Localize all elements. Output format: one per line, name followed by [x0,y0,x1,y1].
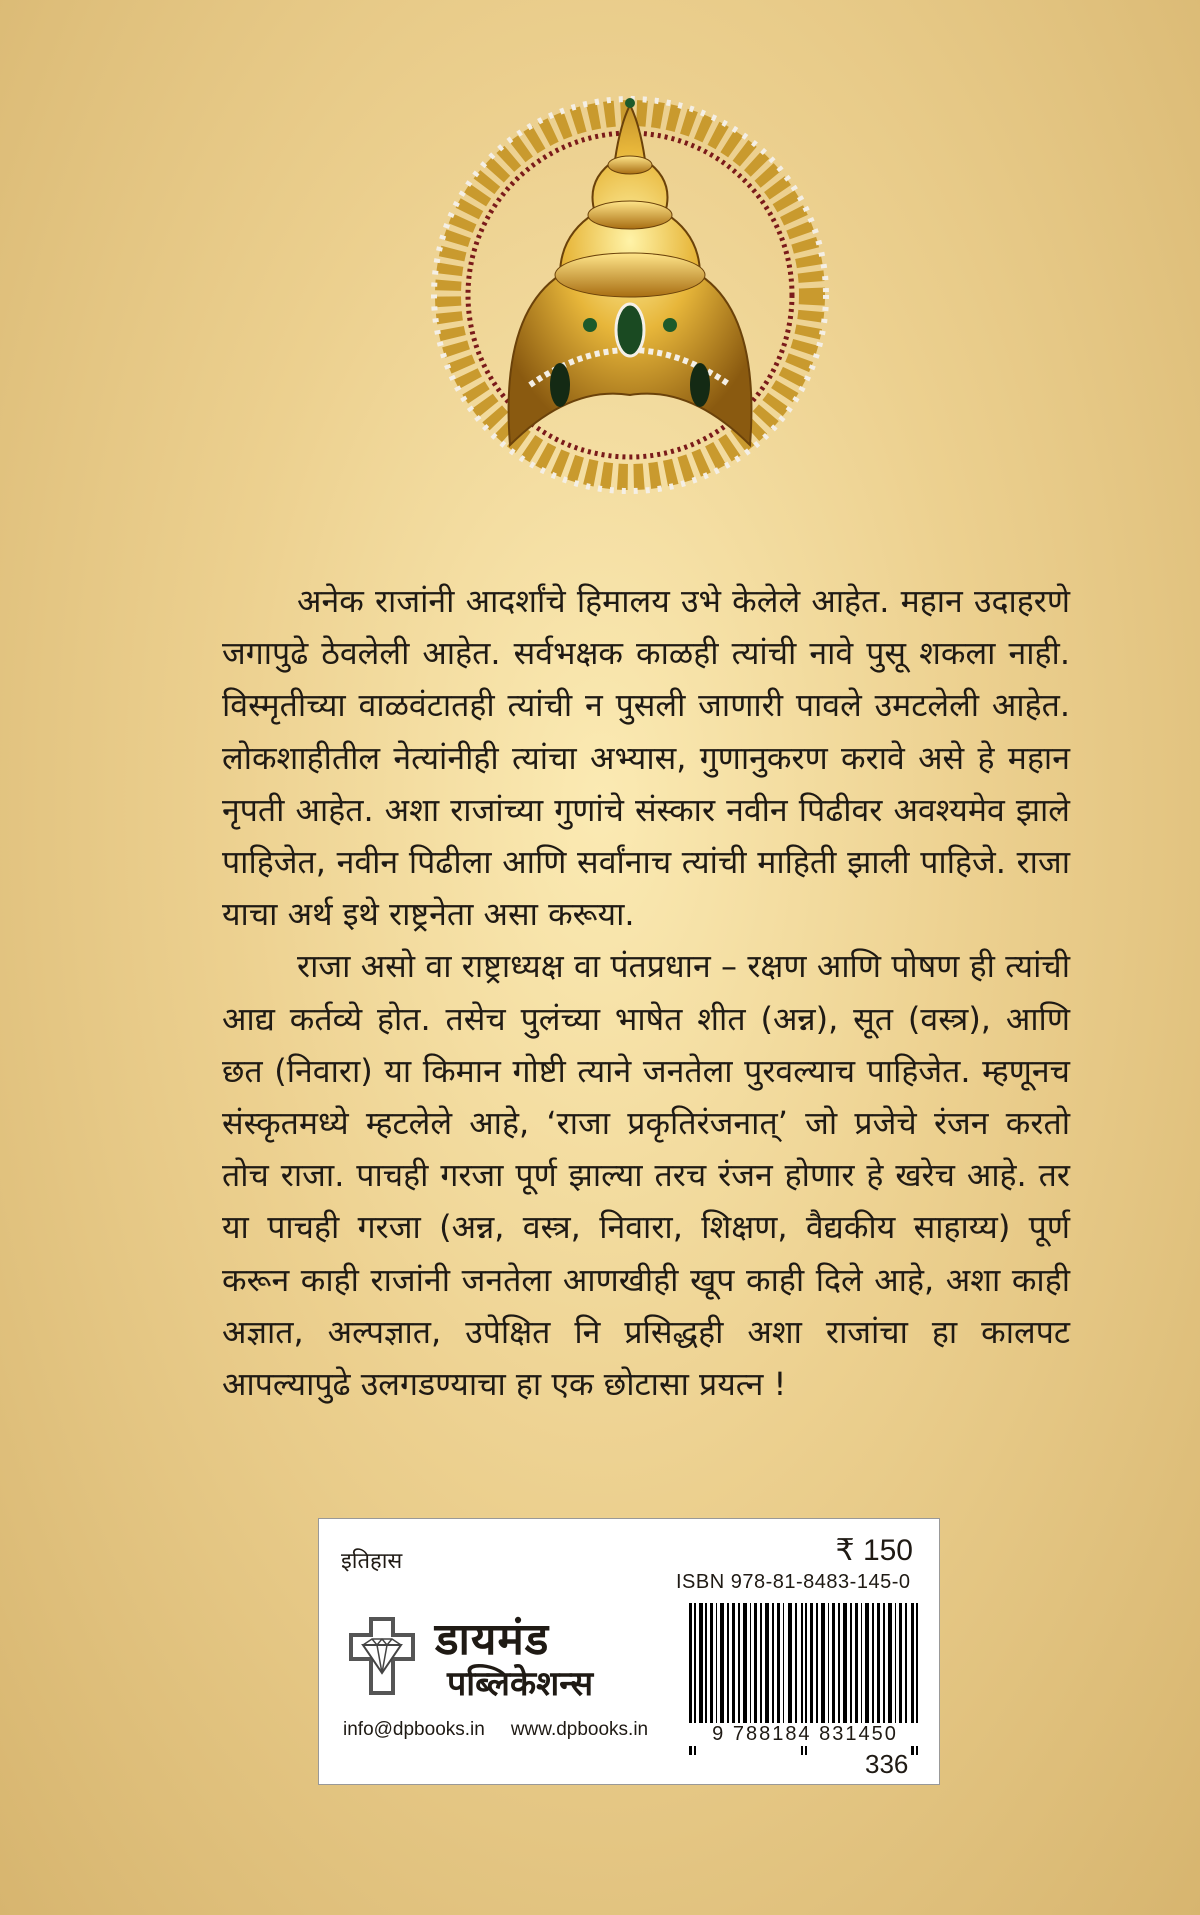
publisher-name-line2: पब्लिकेशन्स [447,1664,594,1704]
diamond-logo-icon [341,1615,423,1697]
publisher-contact [343,1719,648,1741]
price-barcode-label [318,1518,940,1785]
genre-label: इतिहास [341,1549,403,1574]
blurb-paragraph-1: अनेक राजांनी आदर्शांचे हिमालय उभे केलेले आहेत. महान उदाहरणे जगापुढे ठेवलेली आहेत. सर्वभक्षक काळही त्यांची नावे पुसू शकला नाही. विस्मृतीच्या वाळवंटातही त्यांची न पुसली जाणारी पावले उमटलेली आहेत. लोकशाहीतील नेत्यांनीही त्यांचा अभ्यास, गुणानुकरण करावे असे हे महान नृपती आहेत. अशा राजांच्या गुणांचे संस्कार नवीन पिढीवर अवश्यमेव झाले पाहिजेत, नवीन पिढीला आणि सर्वांनाच त्यांची माहिती झाली पाहिजे. राजा याचा अर्थ इथे राष्ट्रनेता असा करूया. [222,582,1070,934]
crown-image [410,85,850,525]
publisher-email: info@dpbooks.in [343,1719,485,1740]
barcode-number: 9 788184 831450 [685,1723,925,1746]
isbn-label: ISBN 978-81-8483-145-0 [676,1571,911,1593]
price-label: ₹ 150 [835,1534,913,1567]
book-code: 336 [865,1749,909,1779]
blurb-paragraph-2: राजा असो वा राष्ट्राध्यक्ष वा पंतप्रधान – रक्षण आणि पोषण ही त्यांची आद्य कर्तव्ये होत. तसेच पुलंच्या भाषेत शीत (अन्न), सूत (वस्त्र), आणि छत (निवारा) या किमान गोष्टी त्याने जनतेला पुरवल्याच पाहिजेत. म्हणूनच संस्कृतमध्ये म्हटलेले आहे, ‘राजा प्रकृतिरंजनात्’ जो प्रजेचे रंजन करतो तोच राजा. पाचही गरजा पूर्ण झाल्या तरच रंजन होणार हे खरेच आहे. तर या पाचही गरजा (अन्न, वस्त्र, निवारा, शिक्षण, वैद्यकीय साहाय्य) पूर्ण करून काही राजांनी जनतेला आणखीही खूप काही दिले आहे, अशा काही अज्ञात, अल्पज्ञात, उपेक्षित नि प्रसिद्धही अशा राजांचा हा कालपट आपल्यापुढे उलगडण्याचा हा एक छोटासा प्रयत्न ! [222,947,1070,1404]
publisher-name-line1: डायमंड [435,1614,550,1665]
back-cover-blurb [222,575,1070,1410]
publisher-website: www.dpbooks.in [510,1719,649,1740]
